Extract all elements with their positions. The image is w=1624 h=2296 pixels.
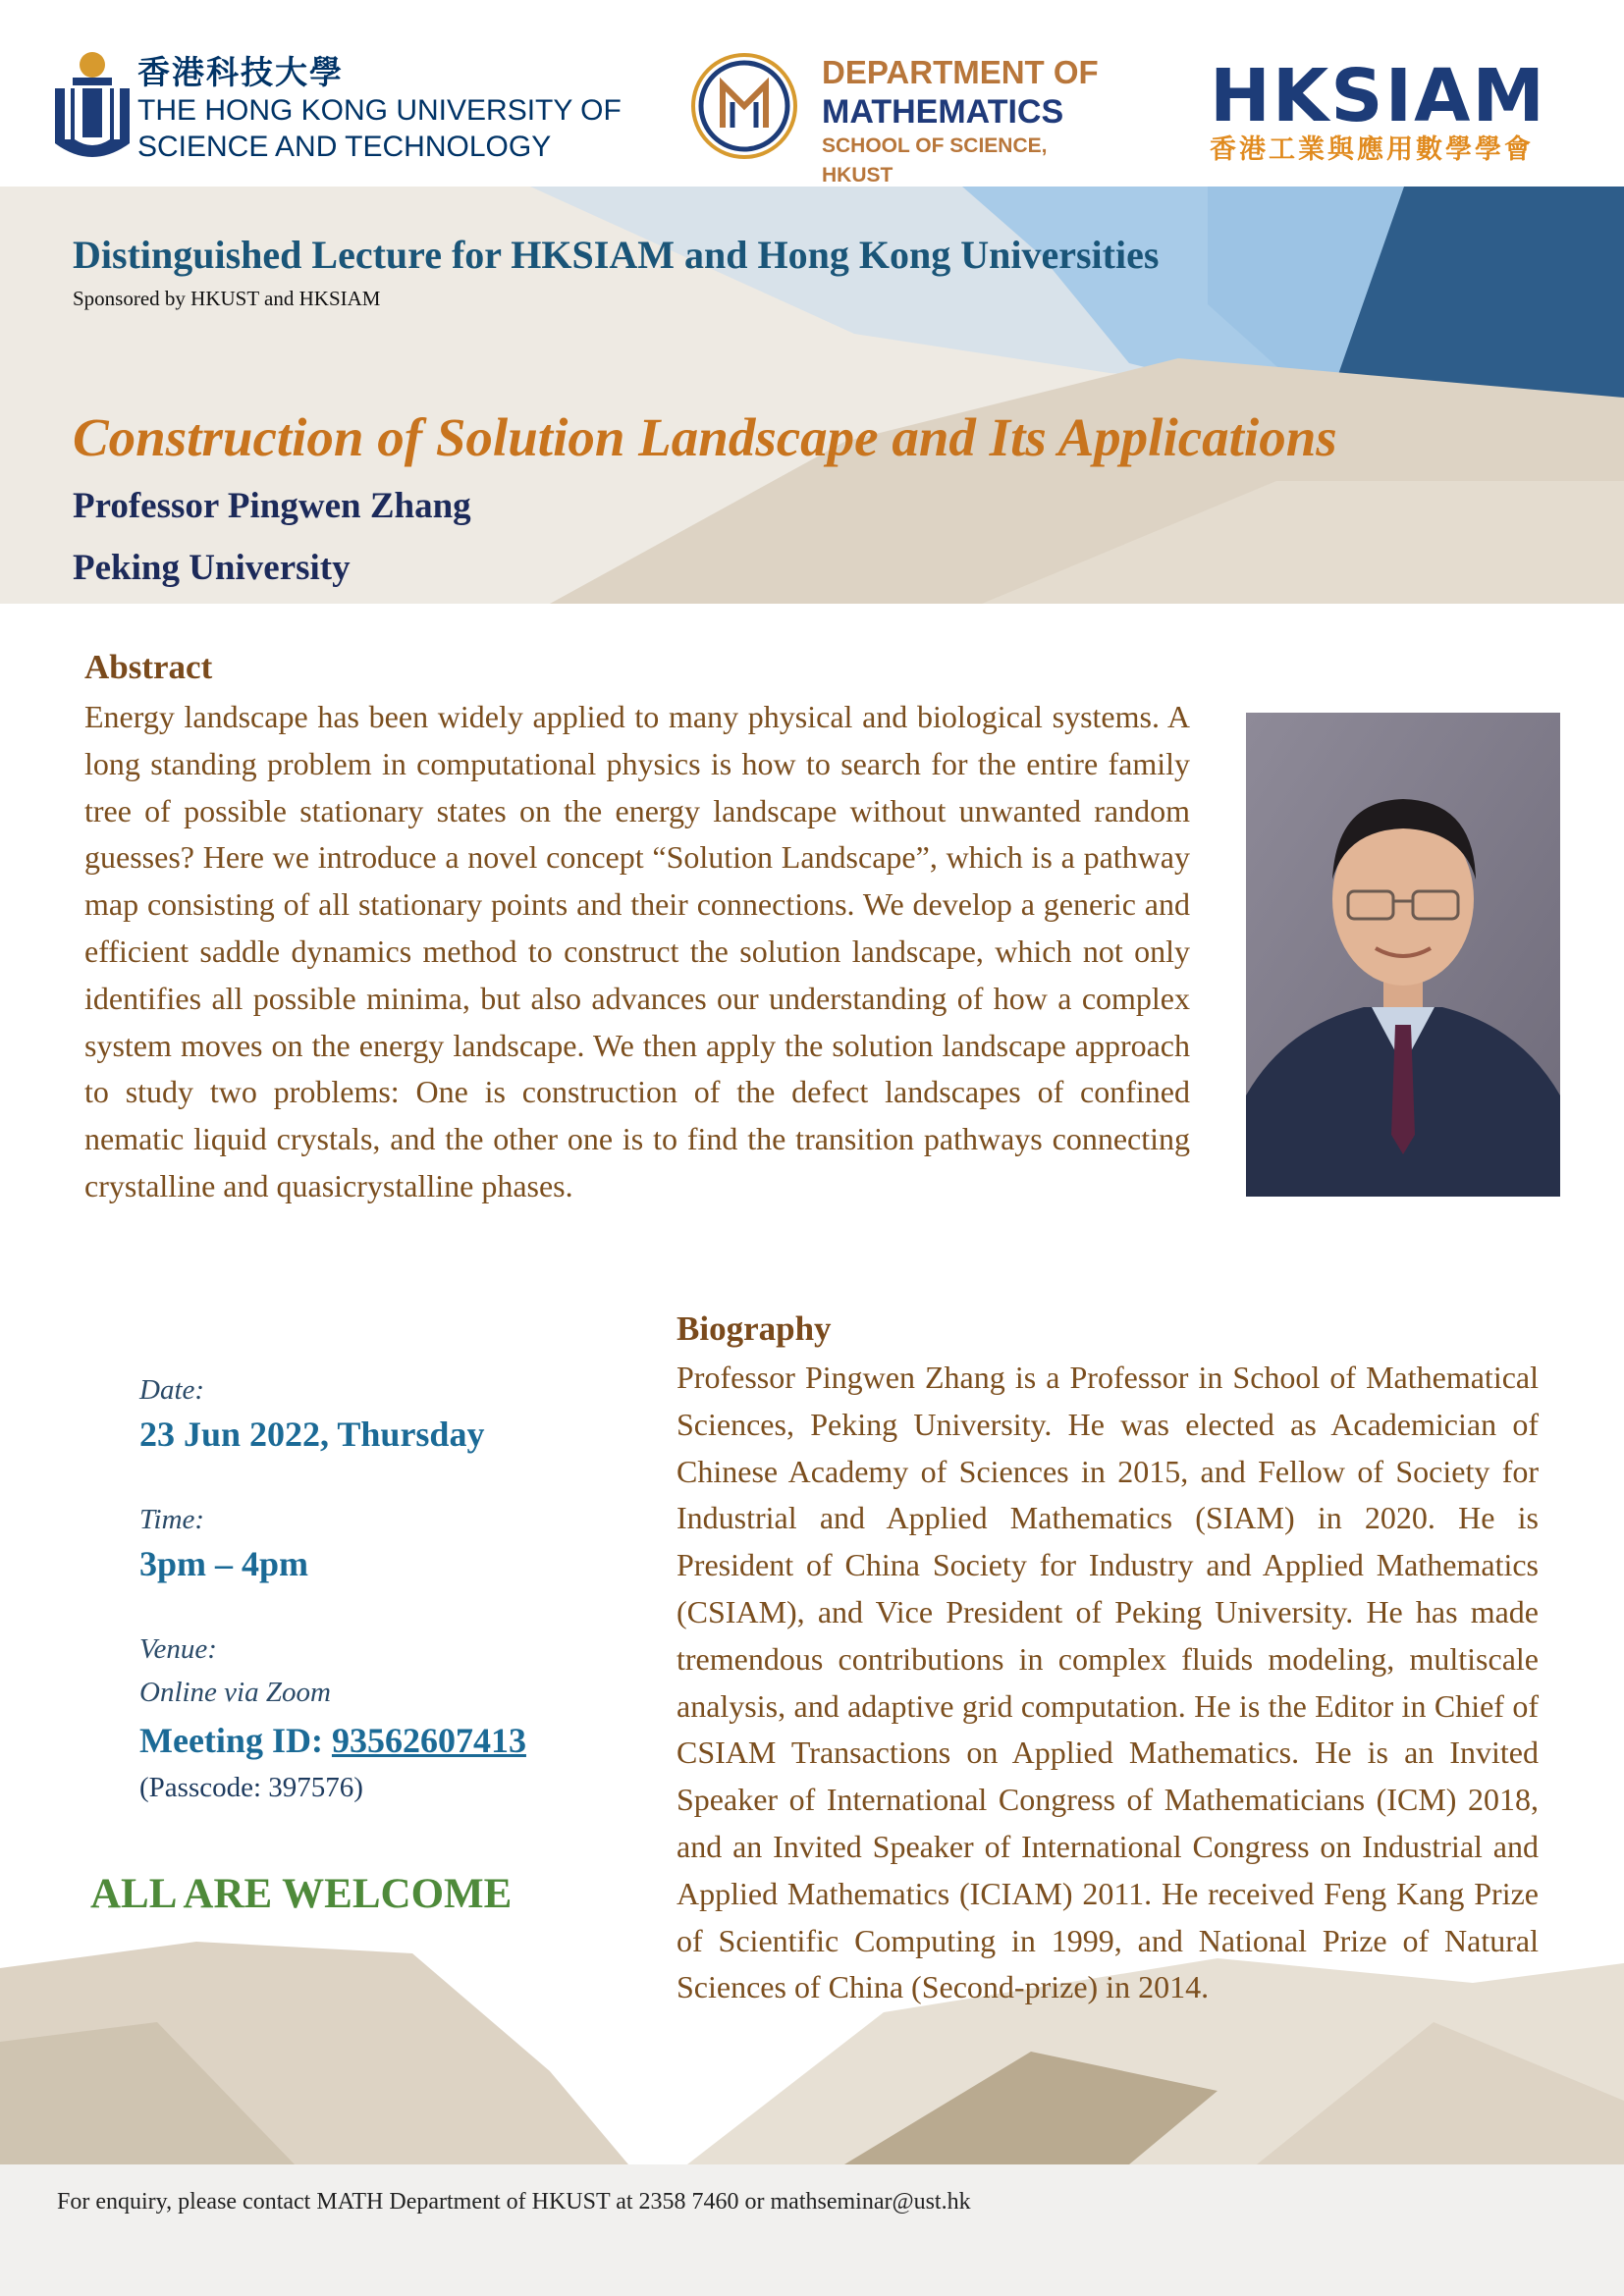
footer-contact: For enquiry, please contact MATH Department of HKUST at 2358 7460 or mathseminar@ust.hk <box>57 2189 971 2215</box>
math-department-logo[interactable] <box>689 51 1121 187</box>
hksiam-name: HKSIAM <box>1210 54 1547 138</box>
time-label: Time: <box>139 1504 205 1535</box>
meeting-id-link[interactable]: 93562607413 <box>331 1721 526 1760</box>
speaker-name: Professor Pingwen Zhang <box>73 486 471 526</box>
speaker-photo <box>1246 713 1560 1197</box>
hkust-english-name-line2: SCIENCE AND TECHNOLOGY <box>137 131 552 163</box>
math-department-emblem-icon <box>689 51 799 161</box>
hkust-chinese-name: 香港科技大學 <box>137 54 344 90</box>
date-value: 23 Jun 2022, Thursday <box>139 1415 485 1454</box>
hkust-emblem-icon <box>51 51 135 164</box>
hkust-logo[interactable] <box>51 51 630 164</box>
talk-title: Construction of Solution Landscape and Its Applications <box>73 407 1337 467</box>
meeting-id-label: Meeting ID: <box>139 1721 332 1760</box>
date-label: Date: <box>139 1374 205 1406</box>
footer-band <box>0 2164 1624 2296</box>
time-value: 3pm – 4pm <box>139 1544 309 1583</box>
biography-heading: Biography <box>677 1309 832 1348</box>
speaker-affiliation: Peking University <box>73 548 351 588</box>
sponsor-line: Sponsored by HKUST and HKSIAM <box>73 287 381 310</box>
meeting-id-row <box>139 1720 526 1761</box>
biography-body: Professor Pingwen Zhang is a Professor in School of Mathematical Sciences, Peking University. He was elected as Academician of Chinese Academy of Sciences in 2015, and Fellow of Society for Industrial and Applied Mathematics (SIAM) in 2020. He is President of China Society for Industry and Applied Mathematics (CSIAM), and Vice President of Peking University. He has made tremendous contributions in complex fluids modeling, multiscale analysis, and adaptive grid computation. He is the Editor in Chief of CSIAM Transactions on Applied Mathematics. He is an Invited Speaker of International Congress of Mathematicians (ICM) 2018, and an Invited Speaker of International Congress on Industrial and Applied Mathematics (ICIAM) 2011. He received Feng Kang Prize of Scientific Computing in 1999, and National Prize of Natural Sciences of China (Second-prize) in 2014. <box>677 1360 1539 2005</box>
venue-value: Online via Zoom <box>139 1677 331 1708</box>
lecture-series-title: Distinguished Lecture for HKSIAM and Hong Kong Universities <box>73 233 1160 277</box>
abstract-heading: Abstract <box>84 648 213 686</box>
math-dept-line2: MATHEMATICS <box>822 93 1064 131</box>
welcome-banner: ALL ARE WELCOME <box>90 1871 513 1917</box>
math-dept-line1: DEPARTMENT OF <box>822 54 1099 90</box>
math-dept-line3: SCHOOL OF SCIENCE, HKUST <box>822 134 1048 187</box>
abstract-body: Energy landscape has been widely applied to many physical and biological systems. A long standing problem in computational physics is how to search for the entire family tree of possible stationary states on the energy landscape without unwanted random guesses? Here we introduce a novel concept “Solution Landscape”, which is a pathway map consisting of all stationary points and their connections. We develop a generic and efficient saddle dynamics method to construct the solution landscape, which not only identifies all possible minima, but also advances our understanding of how a complex system moves on the energy landscape. We then apply the solution landscape approach to study two problems: One is construction of the defect landscapes of confined nematic liquid crystals, and the other one is to find the transition pathways connecting crystalline and quasicrystalline phases. <box>84 699 1190 1203</box>
hkust-english-name-line1: THE HONG KONG UNIVERSITY OF <box>137 94 622 127</box>
passcode: (Passcode: 397576) <box>139 1772 363 1803</box>
hksiam-logo[interactable] <box>1210 54 1581 167</box>
hksiam-chinese-name: 香港工業與應用數學學會 <box>1210 134 1534 164</box>
venue-label: Venue: <box>139 1633 217 1665</box>
